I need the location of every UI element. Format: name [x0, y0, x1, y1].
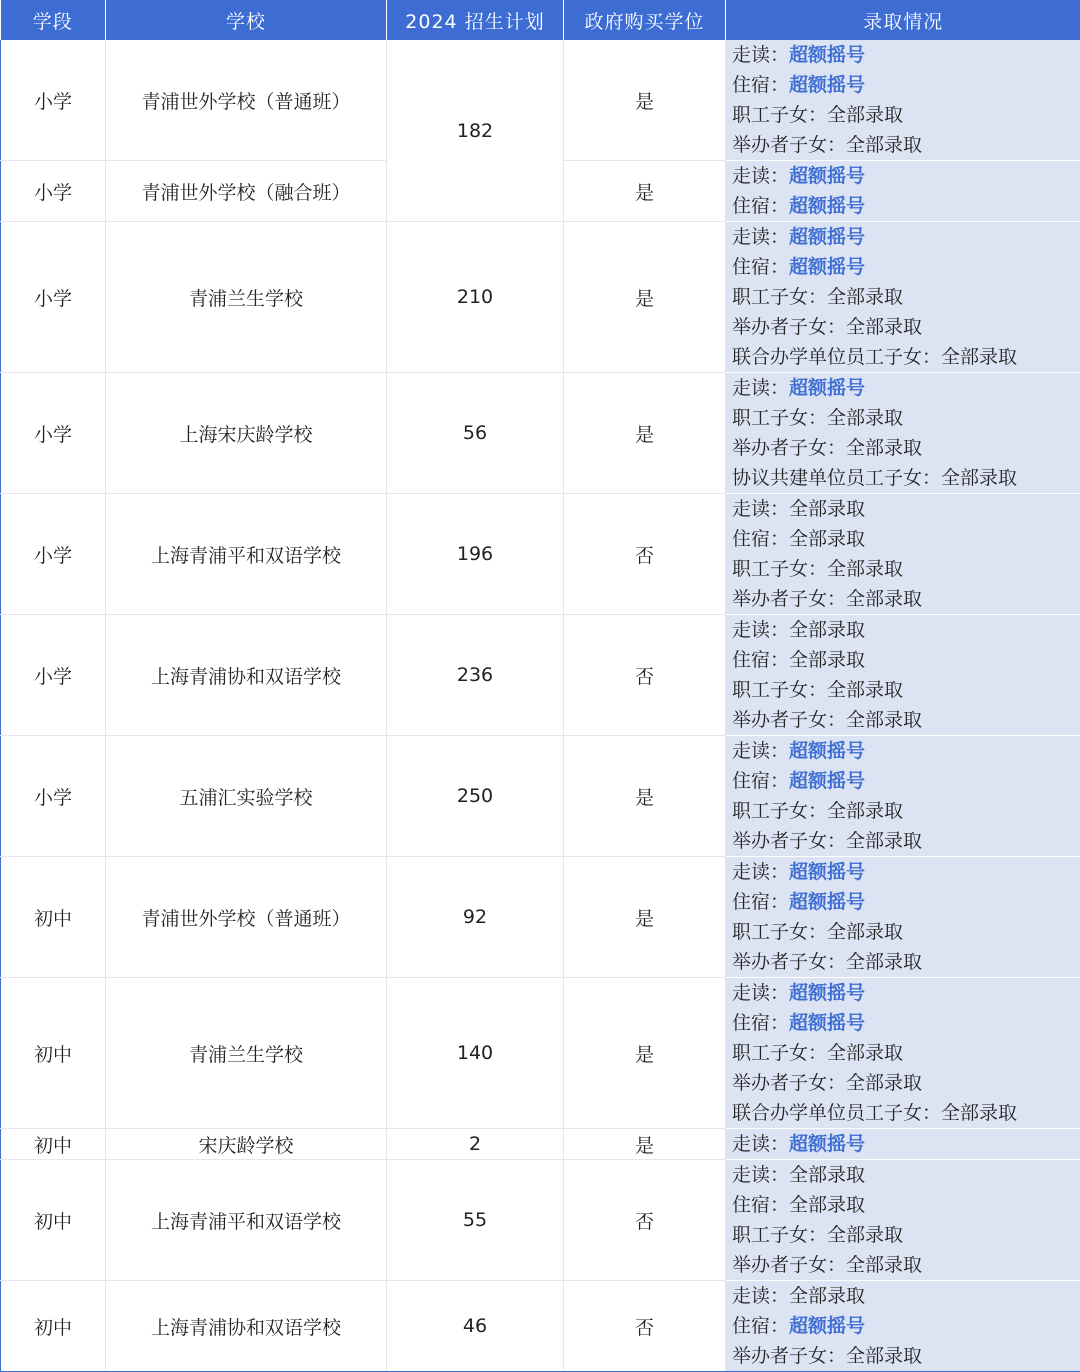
result-line [732, 433, 1080, 463]
result-line [732, 161, 1080, 191]
result-line [732, 1038, 1080, 1068]
result-value: 超额摇号 [789, 165, 865, 187]
result-label: 走读： [732, 1133, 789, 1155]
plan-cell: 182 [387, 40, 564, 222]
gov-purchase-cell: 否 [564, 494, 726, 615]
stage-cell: 小学 [1, 494, 106, 615]
header-stage: 学段 [1, 0, 106, 40]
plan-cell: 236 [387, 615, 564, 736]
result-value: 超额摇号 [789, 770, 865, 792]
result-value: 全部录取 [846, 588, 922, 610]
table-row [1, 1129, 1080, 1160]
result-line [732, 736, 1080, 766]
result-line [732, 554, 1080, 584]
table-row [1, 1160, 1080, 1281]
result-line [732, 1250, 1080, 1280]
result-line [732, 1220, 1080, 1250]
result-line [732, 222, 1080, 252]
result-line [732, 130, 1080, 160]
result-label: 举办者子女： [732, 1254, 846, 1276]
result-line [732, 1281, 1080, 1311]
school-cell: 青浦世外学校（普通班） [106, 857, 387, 978]
result-value: 全部录取 [846, 1072, 922, 1094]
result-line [732, 978, 1080, 1008]
result-line [732, 1311, 1080, 1341]
result-label: 举办者子女： [732, 316, 846, 338]
result-label: 职工子女： [732, 679, 827, 701]
result-label: 走读： [732, 619, 789, 641]
result-label: 走读： [732, 226, 789, 248]
result-value: 全部录取 [846, 437, 922, 459]
result-value: 超额摇号 [789, 1133, 865, 1155]
result-value: 全部录取 [827, 679, 903, 701]
result-value: 全部录取 [827, 800, 903, 822]
school-cell: 上海青浦平和双语学校 [106, 1160, 387, 1281]
table-body [1, 40, 1080, 1372]
result-value: 全部录取 [827, 558, 903, 580]
result-label: 住宿： [732, 649, 789, 671]
stage-cell: 小学 [1, 373, 106, 494]
table-row [1, 494, 1080, 615]
result-label: 住宿： [732, 195, 789, 217]
table-row [1, 222, 1080, 373]
result-value: 全部录取 [827, 921, 903, 943]
result-label: 走读： [732, 165, 789, 187]
result-line [732, 40, 1080, 70]
result-label: 住宿： [732, 74, 789, 96]
result-value: 全部录取 [827, 104, 903, 126]
result-label: 职工子女： [732, 1042, 827, 1064]
table-row [1, 40, 1080, 161]
result-line [732, 857, 1080, 887]
result-value: 全部录取 [789, 619, 865, 641]
result-cell [726, 857, 1080, 978]
result-label: 住宿： [732, 891, 789, 913]
table-row [1, 736, 1080, 857]
result-line [732, 1098, 1080, 1128]
result-line [732, 1068, 1080, 1098]
result-label: 联合办学单位员工子女： [732, 1102, 941, 1124]
stage-cell: 小学 [1, 161, 106, 222]
gov-purchase-cell: 否 [564, 615, 726, 736]
plan-cell: 2 [387, 1129, 564, 1160]
table-row [1, 857, 1080, 978]
stage-cell: 初中 [1, 857, 106, 978]
result-value: 全部录取 [846, 830, 922, 852]
result-cell [726, 373, 1080, 494]
result-label: 住宿： [732, 1012, 789, 1034]
school-cell: 上海青浦平和双语学校 [106, 494, 387, 615]
result-value: 超额摇号 [789, 44, 865, 66]
result-value: 全部录取 [789, 528, 865, 550]
result-value: 全部录取 [941, 1102, 1017, 1124]
school-cell: 青浦兰生学校 [106, 978, 387, 1129]
result-line [732, 675, 1080, 705]
result-label: 举办者子女： [732, 951, 846, 973]
result-line [732, 342, 1080, 372]
header-school: 学校 [106, 0, 387, 40]
result-label: 住宿： [732, 256, 789, 278]
gov-purchase-cell: 是 [564, 978, 726, 1129]
result-value: 超额摇号 [789, 982, 865, 1004]
result-label: 走读： [732, 498, 789, 520]
school-cell: 五浦汇实验学校 [106, 736, 387, 857]
stage-cell: 初中 [1, 1160, 106, 1281]
result-label: 举办者子女： [732, 437, 846, 459]
stage-cell: 小学 [1, 615, 106, 736]
plan-cell: 140 [387, 978, 564, 1129]
result-value: 全部录取 [789, 649, 865, 671]
result-label: 协议共建单位员工子女： [732, 467, 941, 489]
result-line [732, 615, 1080, 645]
stage-cell: 初中 [1, 1281, 106, 1372]
gov-purchase-cell: 是 [564, 373, 726, 494]
result-line [732, 826, 1080, 856]
plan-cell: 250 [387, 736, 564, 857]
stage-cell: 小学 [1, 222, 106, 373]
gov-purchase-cell: 是 [564, 857, 726, 978]
result-label: 住宿： [732, 528, 789, 550]
plan-cell: 210 [387, 222, 564, 373]
result-value: 超额摇号 [789, 1012, 865, 1034]
table-row [1, 1281, 1080, 1372]
result-value: 全部录取 [846, 951, 922, 973]
result-value: 全部录取 [846, 316, 922, 338]
gov-purchase-cell: 是 [564, 1129, 726, 1160]
result-label: 举办者子女： [732, 134, 846, 156]
result-value: 全部录取 [846, 1345, 922, 1367]
result-value: 全部录取 [789, 1285, 865, 1307]
plan-cell: 92 [387, 857, 564, 978]
result-label: 住宿： [732, 1194, 789, 1216]
result-label: 职工子女： [732, 407, 827, 429]
result-value: 超额摇号 [789, 861, 865, 883]
result-line [732, 1160, 1080, 1190]
result-line [732, 1190, 1080, 1220]
result-cell [726, 736, 1080, 857]
result-line [732, 70, 1080, 100]
result-line [732, 403, 1080, 433]
result-line [732, 100, 1080, 130]
plan-cell: 196 [387, 494, 564, 615]
result-line [732, 463, 1080, 493]
stage-cell: 小学 [1, 736, 106, 857]
gov-purchase-cell: 否 [564, 1160, 726, 1281]
result-line [732, 1129, 1080, 1159]
gov-purchase-cell: 是 [564, 222, 726, 373]
gov-purchase-cell: 否 [564, 1281, 726, 1372]
result-cell [726, 978, 1080, 1129]
result-label: 走读： [732, 861, 789, 883]
stage-cell: 初中 [1, 978, 106, 1129]
gov-purchase-cell: 是 [564, 161, 726, 222]
result-label: 职工子女： [732, 1224, 827, 1246]
result-line [732, 917, 1080, 947]
school-cell: 上海青浦协和双语学校 [106, 1281, 387, 1372]
school-cell: 宋庆龄学校 [106, 1129, 387, 1160]
result-label: 走读： [732, 44, 789, 66]
plan-cell: 55 [387, 1160, 564, 1281]
result-value: 超额摇号 [789, 377, 865, 399]
result-label: 职工子女： [732, 558, 827, 580]
result-value: 超额摇号 [789, 226, 865, 248]
result-label: 举办者子女： [732, 1345, 846, 1367]
school-cell: 青浦世外学校（普通班） [106, 40, 387, 161]
result-label: 举办者子女： [732, 709, 846, 731]
gov-purchase-cell: 是 [564, 40, 726, 161]
result-cell [726, 222, 1080, 373]
result-label: 举办者子女： [732, 830, 846, 852]
result-value: 全部录取 [827, 1224, 903, 1246]
header-gov-purchase: 政府购买学位 [564, 0, 726, 40]
plan-cell: 46 [387, 1281, 564, 1372]
result-line [732, 1341, 1080, 1371]
result-line [732, 191, 1080, 221]
school-cell: 上海青浦协和双语学校 [106, 615, 387, 736]
result-value: 全部录取 [827, 1042, 903, 1064]
result-value: 全部录取 [827, 407, 903, 429]
result-cell [726, 494, 1080, 615]
result-value: 全部录取 [846, 1254, 922, 1276]
result-line [732, 796, 1080, 826]
result-value: 全部录取 [846, 134, 922, 156]
result-label: 住宿： [732, 1315, 789, 1337]
result-label: 职工子女： [732, 286, 827, 308]
result-label: 走读： [732, 1285, 789, 1307]
result-cell [726, 1160, 1080, 1281]
result-label: 职工子女： [732, 104, 827, 126]
header-plan: 2024 招生计划 [387, 0, 564, 40]
result-cell [726, 161, 1080, 222]
result-label: 走读： [732, 1164, 789, 1186]
header-row [1, 0, 1080, 40]
result-label: 走读： [732, 982, 789, 1004]
result-value: 全部录取 [827, 286, 903, 308]
school-cell: 青浦世外学校（融合班） [106, 161, 387, 222]
result-label: 举办者子女： [732, 588, 846, 610]
result-value: 全部录取 [941, 346, 1017, 368]
result-value: 超额摇号 [789, 74, 865, 96]
result-line [732, 584, 1080, 614]
stage-cell: 小学 [1, 40, 106, 161]
result-line [732, 645, 1080, 675]
result-line [732, 1008, 1080, 1038]
table-row [1, 978, 1080, 1129]
result-label: 职工子女： [732, 800, 827, 822]
result-line [732, 947, 1080, 977]
result-value: 超额摇号 [789, 256, 865, 278]
result-value: 超额摇号 [789, 195, 865, 217]
result-value: 全部录取 [789, 1164, 865, 1186]
school-cell: 青浦兰生学校 [106, 222, 387, 373]
table-row [1, 615, 1080, 736]
school-cell: 上海宋庆龄学校 [106, 373, 387, 494]
result-value: 全部录取 [789, 1194, 865, 1216]
result-label: 职工子女： [732, 921, 827, 943]
result-line [732, 282, 1080, 312]
result-label: 住宿： [732, 770, 789, 792]
result-cell [726, 40, 1080, 161]
plan-cell: 56 [387, 373, 564, 494]
result-line [732, 887, 1080, 917]
result-cell [726, 1129, 1080, 1160]
result-label: 联合办学单位员工子女： [732, 346, 941, 368]
result-label: 走读： [732, 740, 789, 762]
result-label: 走读： [732, 377, 789, 399]
result-line [732, 766, 1080, 796]
stage-cell: 初中 [1, 1129, 106, 1160]
table-row [1, 373, 1080, 494]
result-line [732, 312, 1080, 342]
result-value: 超额摇号 [789, 1315, 865, 1337]
result-line [732, 524, 1080, 554]
result-line [732, 373, 1080, 403]
result-value: 全部录取 [941, 467, 1017, 489]
result-cell [726, 1281, 1080, 1372]
result-cell [726, 615, 1080, 736]
result-value: 超额摇号 [789, 891, 865, 913]
result-line [732, 705, 1080, 735]
result-value: 超额摇号 [789, 740, 865, 762]
gov-purchase-cell: 是 [564, 736, 726, 857]
result-value: 全部录取 [846, 709, 922, 731]
result-value: 全部录取 [789, 498, 865, 520]
result-label: 举办者子女： [732, 1072, 846, 1094]
header-admission-result: 录取情况 [726, 0, 1080, 40]
result-line [732, 252, 1080, 282]
result-line [732, 494, 1080, 524]
